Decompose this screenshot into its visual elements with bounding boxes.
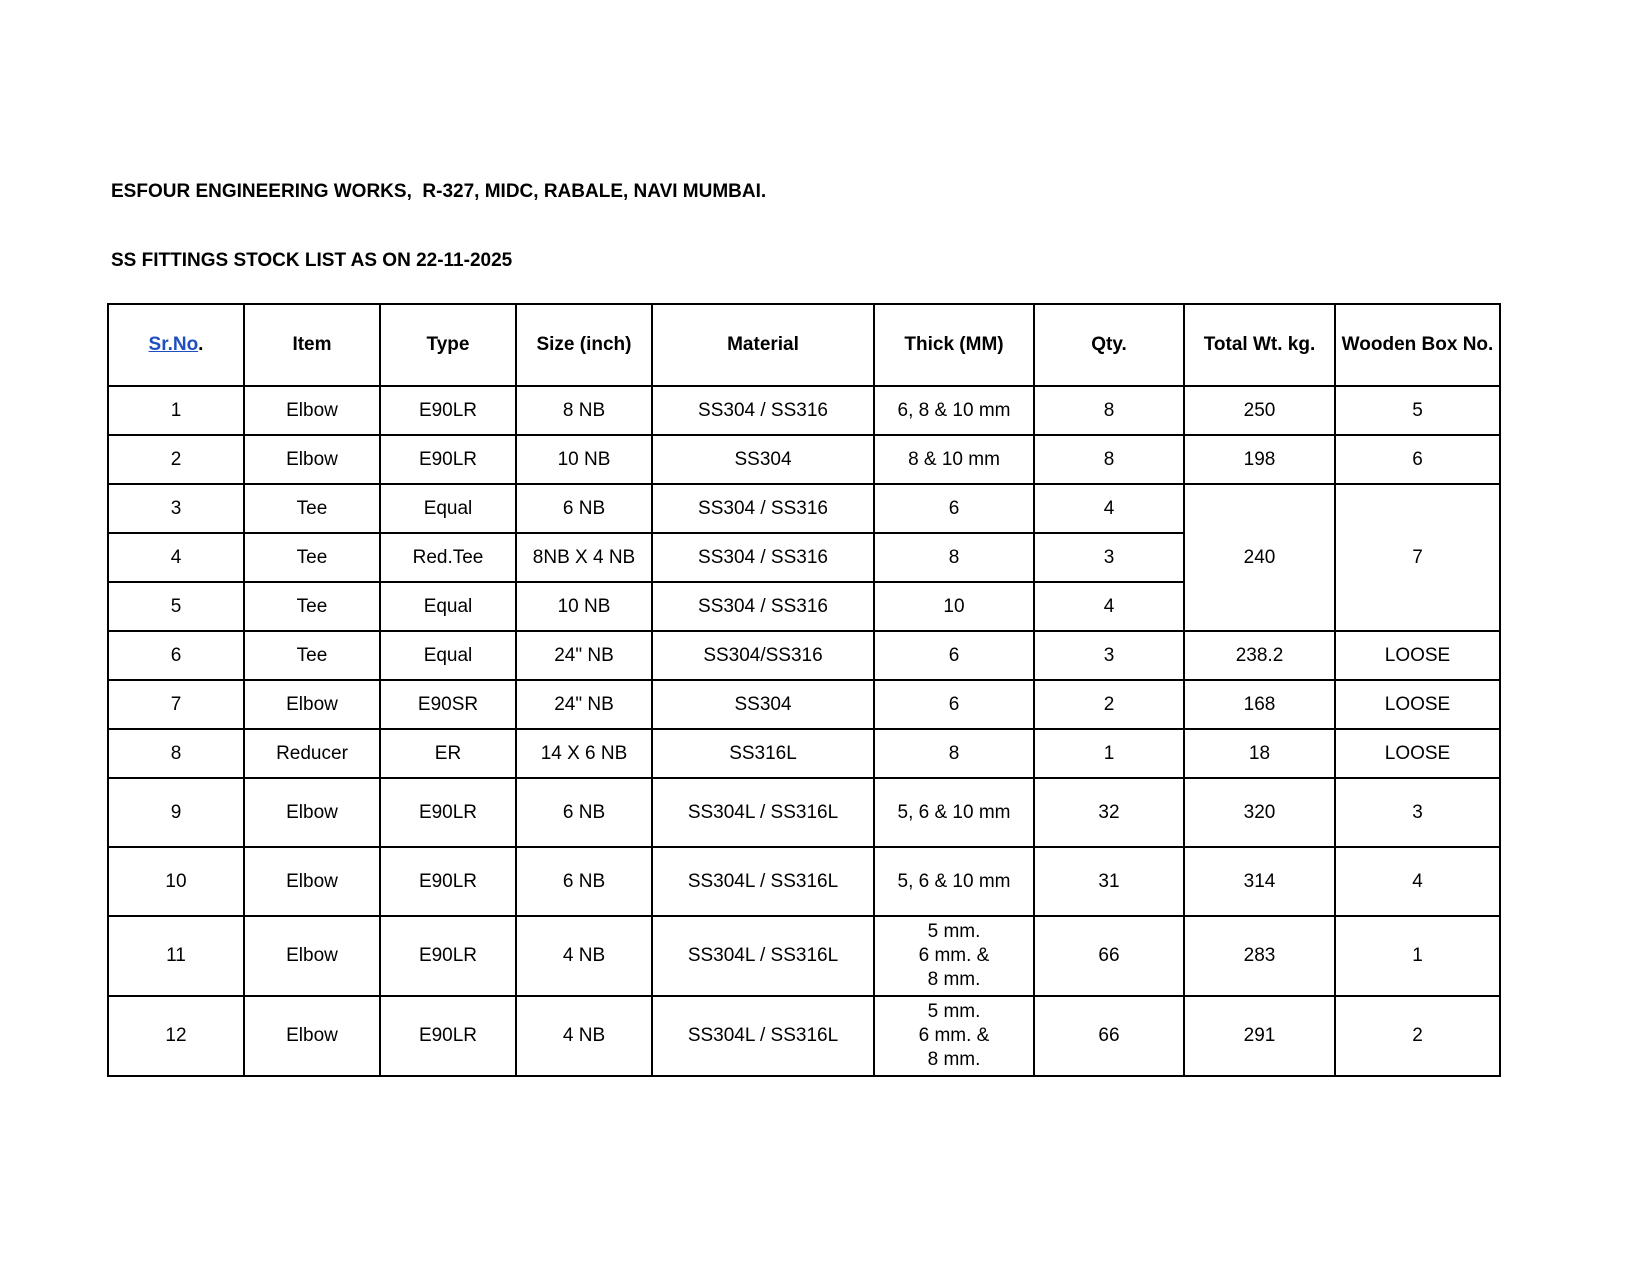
cell-material: SS304L / SS316L	[652, 916, 874, 996]
cell-size: 4 NB	[516, 916, 652, 996]
cell-item: Elbow	[244, 847, 380, 916]
srno-suffix: .	[198, 334, 204, 355]
cell-total-wt: 18	[1184, 729, 1335, 778]
cell-material: SS304/SS316	[652, 631, 874, 680]
cell-box-merged: 7	[1335, 484, 1500, 631]
cell-thick: 6	[874, 484, 1034, 533]
table-row	[108, 631, 1500, 680]
cell-thick	[874, 916, 1034, 996]
cell-type: E90LR	[380, 996, 516, 1076]
cell-material: SS304 / SS316	[652, 386, 874, 435]
col-header-thick: Thick (MM)	[874, 304, 1034, 386]
col-header-size: Size (inch)	[516, 304, 652, 386]
table-row	[108, 484, 1500, 533]
cell-box: 3	[1335, 778, 1500, 847]
cell-srno: 1	[108, 386, 244, 435]
cell-item: Elbow	[244, 996, 380, 1076]
cell-size: 6 NB	[516, 778, 652, 847]
cell-item: Elbow	[244, 680, 380, 729]
cell-thick: 6	[874, 680, 1034, 729]
col-header-qty: Qty.	[1034, 304, 1184, 386]
cell-total-wt: 314	[1184, 847, 1335, 916]
cell-type: ER	[380, 729, 516, 778]
cell-box: 6	[1335, 435, 1500, 484]
cell-total-wt: 250	[1184, 386, 1335, 435]
cell-type: E90LR	[380, 386, 516, 435]
cell-qty: 31	[1034, 847, 1184, 916]
cell-thick: 8	[874, 533, 1034, 582]
cell-item: Elbow	[244, 916, 380, 996]
cell-size: 14 X 6 NB	[516, 729, 652, 778]
cell-box: LOOSE	[1335, 729, 1500, 778]
cell-qty: 3	[1034, 533, 1184, 582]
table-row	[108, 386, 1500, 435]
cell-type: E90LR	[380, 916, 516, 996]
cell-srno: 4	[108, 533, 244, 582]
thick-line: 8 mm.	[927, 969, 981, 990]
cell-item: Elbow	[244, 386, 380, 435]
table-row	[108, 435, 1500, 484]
cell-total-wt: 198	[1184, 435, 1335, 484]
cell-total-wt-merged: 240	[1184, 484, 1335, 631]
cell-material: SS316L	[652, 729, 874, 778]
table-row	[108, 916, 1500, 996]
cell-box: LOOSE	[1335, 631, 1500, 680]
cell-box: 2	[1335, 996, 1500, 1076]
cell-total-wt: 320	[1184, 778, 1335, 847]
cell-type: Equal	[380, 631, 516, 680]
table-header-row	[108, 304, 1500, 386]
cell-size: 24" NB	[516, 631, 652, 680]
srno-link[interactable]: Sr.No	[148, 334, 199, 355]
cell-qty: 3	[1034, 631, 1184, 680]
company-header: ESFOUR ENGINEERING WORKS, R-327, MIDC, RABALE, NAVI MUMBAI.	[111, 181, 767, 202]
cell-thick: 5, 6 & 10 mm	[874, 778, 1034, 847]
cell-thick: 10	[874, 582, 1034, 631]
cell-thick: 6	[874, 631, 1034, 680]
cell-size: 6 NB	[516, 484, 652, 533]
table-row	[108, 729, 1500, 778]
cell-type: E90LR	[380, 435, 516, 484]
cell-type: E90LR	[380, 847, 516, 916]
cell-item: Tee	[244, 582, 380, 631]
cell-qty: 1	[1034, 729, 1184, 778]
cell-type: Equal	[380, 582, 516, 631]
thick-line: 5 mm.	[927, 1001, 981, 1022]
cell-srno: 2	[108, 435, 244, 484]
cell-srno: 7	[108, 680, 244, 729]
cell-qty: 32	[1034, 778, 1184, 847]
cell-type: Equal	[380, 484, 516, 533]
cell-total-wt: 291	[1184, 996, 1335, 1076]
cell-material: SS304	[652, 435, 874, 484]
cell-total-wt: 283	[1184, 916, 1335, 996]
col-header-srno	[108, 304, 244, 386]
cell-size: 6 NB	[516, 847, 652, 916]
thick-line: 5 mm.	[927, 921, 981, 942]
cell-box: 5	[1335, 386, 1500, 435]
cell-material: SS304L / SS316L	[652, 847, 874, 916]
col-header-box: Wooden Box No.	[1335, 304, 1500, 386]
table-row	[108, 680, 1500, 729]
stock-list-title: SS FITTINGS STOCK LIST AS ON 22-11-2025	[111, 250, 513, 271]
cell-total-wt: 168	[1184, 680, 1335, 729]
cell-material: SS304 / SS316	[652, 484, 874, 533]
cell-item: Elbow	[244, 435, 380, 484]
cell-thick: 8 & 10 mm	[874, 435, 1034, 484]
thick-line: 6 mm. &	[918, 945, 990, 966]
cell-size: 8 NB	[516, 386, 652, 435]
cell-item: Tee	[244, 631, 380, 680]
col-header-type: Type	[380, 304, 516, 386]
cell-material: SS304 / SS316	[652, 533, 874, 582]
thick-line: 6 mm. &	[918, 1025, 990, 1046]
cell-size: 8NB X 4 NB	[516, 533, 652, 582]
cell-item: Tee	[244, 533, 380, 582]
table-row	[108, 778, 1500, 847]
cell-size: 10 NB	[516, 435, 652, 484]
cell-qty: 66	[1034, 916, 1184, 996]
cell-material: SS304L / SS316L	[652, 996, 874, 1076]
cell-srno: 6	[108, 631, 244, 680]
cell-item: Reducer	[244, 729, 380, 778]
thick-line: 8 mm.	[927, 1049, 981, 1070]
cell-thick: 6, 8 & 10 mm	[874, 386, 1034, 435]
col-header-total-wt: Total Wt. kg.	[1184, 304, 1335, 386]
stock-table	[107, 303, 1501, 1077]
cell-qty: 66	[1034, 996, 1184, 1076]
cell-thick: 5, 6 & 10 mm	[874, 847, 1034, 916]
cell-type: E90SR	[380, 680, 516, 729]
col-header-item: Item	[244, 304, 380, 386]
table-row	[108, 996, 1500, 1076]
cell-material: SS304L / SS316L	[652, 778, 874, 847]
cell-item: Tee	[244, 484, 380, 533]
cell-size: 10 NB	[516, 582, 652, 631]
cell-qty: 8	[1034, 386, 1184, 435]
cell-box: 1	[1335, 916, 1500, 996]
cell-qty: 4	[1034, 484, 1184, 533]
table-row	[108, 847, 1500, 916]
cell-type: Red.Tee	[380, 533, 516, 582]
cell-thick	[874, 996, 1034, 1076]
cell-thick: 8	[874, 729, 1034, 778]
cell-box: 4	[1335, 847, 1500, 916]
cell-qty: 2	[1034, 680, 1184, 729]
cell-srno: 11	[108, 916, 244, 996]
cell-qty: 4	[1034, 582, 1184, 631]
cell-qty: 8	[1034, 435, 1184, 484]
cell-item: Elbow	[244, 778, 380, 847]
cell-srno: 10	[108, 847, 244, 916]
cell-srno: 8	[108, 729, 244, 778]
cell-srno: 3	[108, 484, 244, 533]
cell-material: SS304	[652, 680, 874, 729]
cell-material: SS304 / SS316	[652, 582, 874, 631]
cell-size: 4 NB	[516, 996, 652, 1076]
cell-srno: 12	[108, 996, 244, 1076]
col-header-material: Material	[652, 304, 874, 386]
cell-box: LOOSE	[1335, 680, 1500, 729]
cell-srno: 5	[108, 582, 244, 631]
cell-srno: 9	[108, 778, 244, 847]
cell-size: 24" NB	[516, 680, 652, 729]
cell-type: E90LR	[380, 778, 516, 847]
cell-total-wt: 238.2	[1184, 631, 1335, 680]
